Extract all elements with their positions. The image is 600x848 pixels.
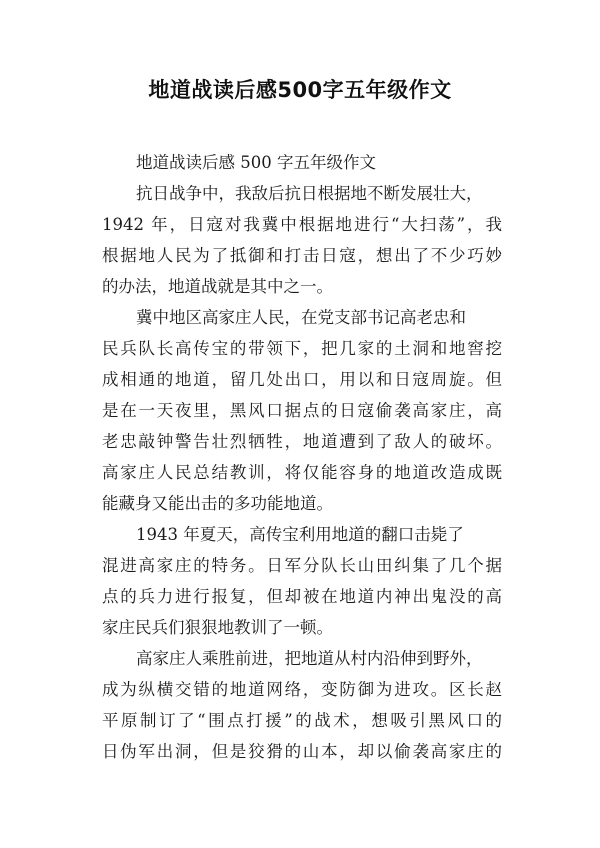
- body-line: 平原制订了“围点打援”的战术，想吸引黑风口的: [102, 711, 502, 730]
- body-line: 能藏身又能出击的多功能地道。: [102, 494, 333, 513]
- body-line: 1942 年，日寇对我冀中根据地进行“大扫荡”，我: [102, 215, 502, 234]
- body-line: 地道战读后感 500 字五年级作文: [136, 153, 376, 172]
- body-line: 日伪军出洞，但是狡猾的山本，却以偷袭高家庄的: [102, 742, 502, 761]
- body-line: 混进高家庄的特务。日军分队长山田纠集了几个据: [102, 556, 502, 575]
- body-line: 冀中地区高家庄人民，在党支部书记高老忠和: [136, 308, 466, 327]
- body-line: 成为纵横交错的地道网络，变防御为进攻。区长赵: [102, 680, 502, 699]
- body-line: 1943 年夏天，高传宝利用地道的翻口击毙了: [136, 525, 464, 544]
- body-line: 成相通的地道，留几处出口，用以和日寇周旋。但: [102, 370, 502, 389]
- body-line: 根据地人民为了抵御和打击日寇，想出了不少巧妙: [102, 246, 502, 265]
- document-body: [102, 147, 502, 767]
- body-line: 老忠敲钟警告壮烈牺牲，地道遭到了敌人的破坏。: [102, 432, 502, 451]
- body-line: 家庄民兵们狠狠地教训了一顿。: [102, 618, 333, 637]
- body-line: 高家庄人民总结教训，将仅能容身的地道改造成既: [102, 463, 502, 482]
- body-line: 民兵队长高传宝的带领下，把几家的土洞和地窖挖: [102, 339, 502, 358]
- body-line: 点的兵力进行报复，但却被在地道内神出鬼没的高: [102, 587, 502, 606]
- document-title: 地道战读后感500字五年级作文: [148, 78, 452, 102]
- body-line: 的办法，地道战就是其中之一。: [102, 277, 333, 296]
- body-line: 是在一天夜里，黑风口据点的日寇偷袭高家庄，高: [102, 401, 502, 420]
- body-line: 高家庄人乘胜前进，把地道从村内沿伸到野外，: [136, 649, 483, 668]
- body-line: 抗日战争中，我敌后抗日根据地不断发展壮大，: [136, 184, 483, 203]
